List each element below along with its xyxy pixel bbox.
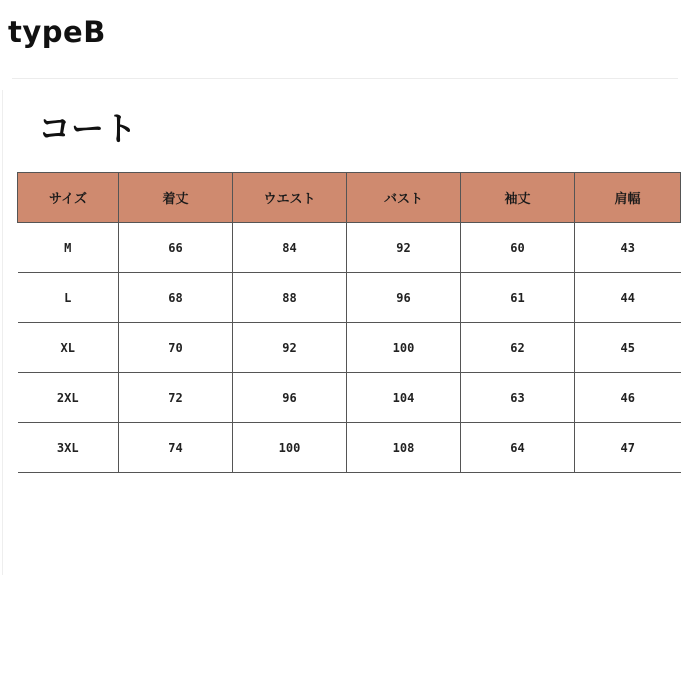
cell-sleeve: 64 <box>461 423 575 473</box>
cell-shoulder: 47 <box>575 423 681 473</box>
cell-waist: 96 <box>233 373 347 423</box>
top-divider <box>12 78 678 79</box>
cell-size: M <box>18 223 119 273</box>
cell-shoulder: 46 <box>575 373 681 423</box>
type-label: typeB <box>8 15 106 49</box>
cell-bust: 104 <box>347 373 461 423</box>
cell-bust: 100 <box>347 323 461 373</box>
cell-size: L <box>18 273 119 323</box>
cell-sleeve: 63 <box>461 373 575 423</box>
cell-shoulder: 44 <box>575 273 681 323</box>
cell-waist: 84 <box>233 223 347 273</box>
header-length: 着丈 <box>119 173 233 223</box>
section-title: コート <box>38 109 137 148</box>
cell-bust: 96 <box>347 273 461 323</box>
table-row <box>18 323 681 373</box>
table-row <box>18 423 681 473</box>
header-row <box>18 173 681 223</box>
table-row <box>18 273 681 323</box>
header-sleeve: 袖丈 <box>461 173 575 223</box>
header-bust: バスト <box>347 173 461 223</box>
cell-waist: 92 <box>233 323 347 373</box>
table-body <box>18 223 681 473</box>
cell-size: 3XL <box>18 423 119 473</box>
left-divider <box>2 90 3 575</box>
cell-length: 72 <box>119 373 233 423</box>
cell-length: 66 <box>119 223 233 273</box>
cell-size: XL <box>18 323 119 373</box>
cell-bust: 92 <box>347 223 461 273</box>
cell-bust: 108 <box>347 423 461 473</box>
cell-waist: 88 <box>233 273 347 323</box>
cell-length: 74 <box>119 423 233 473</box>
cell-sleeve: 62 <box>461 323 575 373</box>
table-row <box>18 223 681 273</box>
cell-sleeve: 61 <box>461 273 575 323</box>
cell-size: 2XL <box>18 373 119 423</box>
cell-shoulder: 45 <box>575 323 681 373</box>
header-size: サイズ <box>18 173 119 223</box>
table-row <box>18 373 681 423</box>
size-table <box>17 172 681 473</box>
cell-length: 68 <box>119 273 233 323</box>
header-waist: ウエスト <box>233 173 347 223</box>
cell-length: 70 <box>119 323 233 373</box>
cell-waist: 100 <box>233 423 347 473</box>
cell-sleeve: 60 <box>461 223 575 273</box>
cell-shoulder: 43 <box>575 223 681 273</box>
header-shoulder: 肩幅 <box>575 173 681 223</box>
table-header <box>18 173 681 223</box>
